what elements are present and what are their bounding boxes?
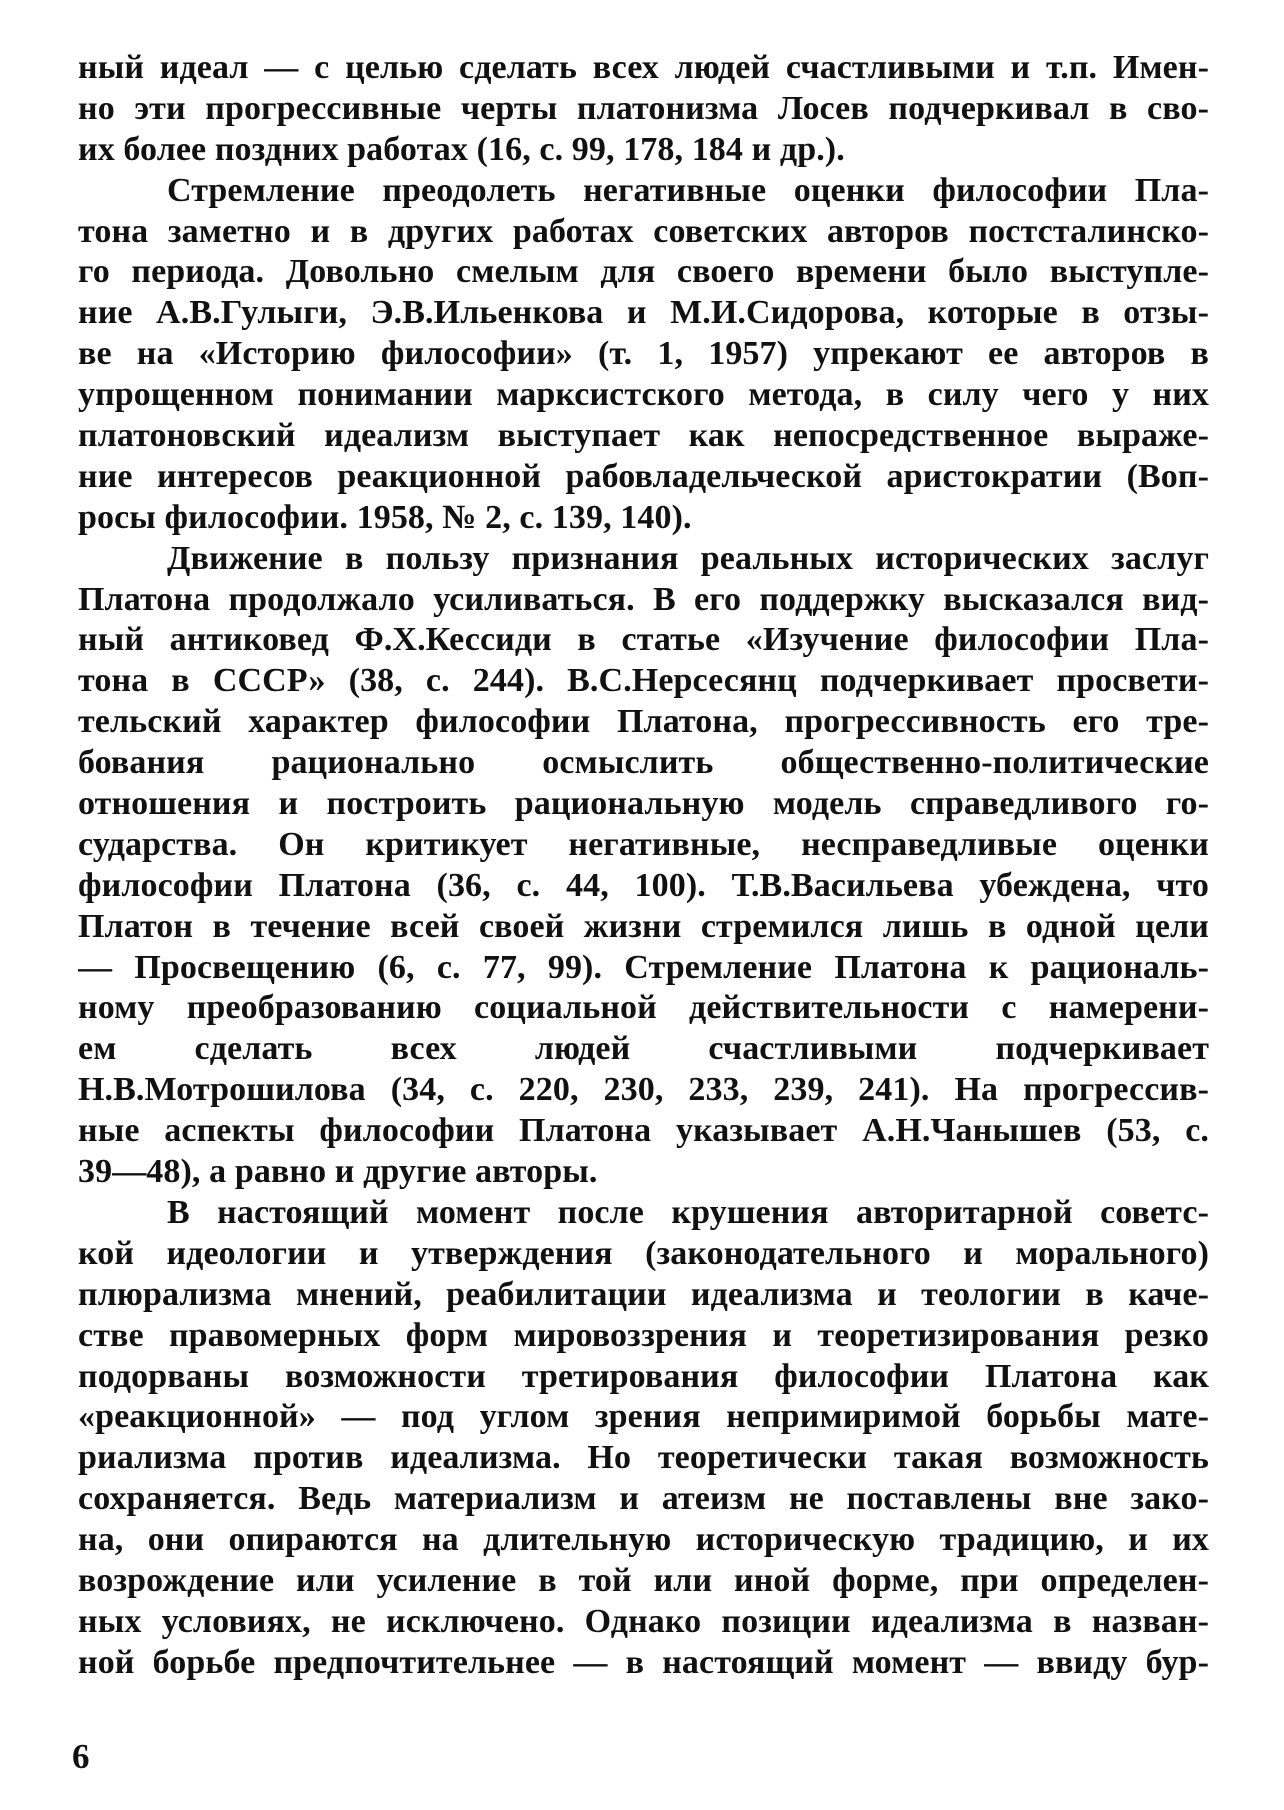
text-line: тона заметно и в других работах советских авторов постсталинско- <box>78 212 1209 250</box>
text-line: упрощенном понимании марксистского метода, в силу чего у них <box>78 376 1209 414</box>
text-line: их более поздних работах (16, с. 99, 178, 184 и др.). <box>78 130 845 168</box>
text-line: возрождение или усиление в той или иной форме, при определен- <box>78 1561 1209 1599</box>
text-line: философии Платона (36, с. 44, 100). Т.В.Васильева убеждена, что <box>78 866 1209 904</box>
text-line: подорваны возможности третирования философии Платона как <box>78 1357 1209 1395</box>
text-line: сударства. Он критикует негативные, несправедливые оценки <box>78 825 1209 863</box>
text-line: риализма против идеализма. Но теоретически такая возможность <box>78 1439 1209 1477</box>
text-line: В настоящий момент после крушения авторитарной советс- <box>167 1193 1209 1231</box>
text-line: ный идеал — с целью сделать всех людей счастливыми и т.п. Имен- <box>78 49 1209 86</box>
text-line: плюрализма мнений, реабилитации идеализма и теологии в каче- <box>78 1275 1209 1313</box>
page-body-text <box>78 48 1209 1684</box>
text-line: ному преобразованию социальной действительности с намерени- <box>78 989 1209 1027</box>
text-line: платоновский идеализм выступает как непосредственное выраже- <box>78 417 1209 455</box>
text-line: го периода. Довольно смелым для своего времени было выступле- <box>78 253 1209 291</box>
text-line: ние интересов реакционной рабовладельческой аристократии (Воп- <box>78 457 1209 495</box>
text-line: Платона продолжало усиливаться. В его поддержку высказался вид- <box>78 580 1209 618</box>
text-line: Платон в течение всей своей жизни стремился лишь в одной цели <box>78 907 1209 945</box>
text-line: тона в СССР» (38, с. 244). В.С.Нерсесянц подчеркивает просвети- <box>78 662 1209 700</box>
text-line: Движение в пользу признания реальных исторических заслуг <box>167 539 1209 577</box>
text-line: ный антиковед Ф.Х.Кессиди в статье «Изучение философии Пла- <box>78 621 1209 659</box>
text-line: кой идеологии и утверждения (законодательного и морального) <box>78 1234 1209 1272</box>
text-line: — Просвещению (6, с. 77, 99). Стремление Платона к рациональ- <box>78 948 1209 986</box>
text-line: ние А.В.Гулыги, Э.В.Ильенкова и М.И.Сидорова, которые в отзы- <box>78 294 1209 332</box>
page-number: 6 <box>72 1737 90 1776</box>
text-line: Стремление преодолеть негативные оценки философии Пла- <box>167 171 1209 209</box>
text-line: на, они опираются на длительную историческую традицию, и их <box>78 1521 1209 1559</box>
text-line: но эти прогрессивные черты платонизма Лосев подчеркивал в сво- <box>78 89 1209 127</box>
text-line: ве на «Историю философии» (т. 1, 1957) упрекают ее авторов в <box>78 335 1209 373</box>
text-line: росы философии. 1958, № 2, с. 139, 140). <box>78 498 692 536</box>
text-line: бования рационально осмыслить общественно-политические <box>78 744 1209 782</box>
text-line: ных условиях, не исключено. Однако позиции идеализма в назван- <box>78 1602 1209 1640</box>
text-line: ные аспекты философии Платона указывает А.Н.Чанышев (53, с. <box>78 1112 1209 1150</box>
text-line: отношения и построить рациональную модель справедливого го- <box>78 785 1209 823</box>
text-line: ной борьбе предпочтительнее — в настоящий момент — ввиду бур- <box>78 1643 1209 1681</box>
text-line: Н.В.Мотрошилова (34, с. 220, 230, 233, 239, 241). На прогрессив- <box>78 1071 1209 1109</box>
text-line: 39—48), а равно и другие авторы. <box>78 1153 598 1191</box>
text-line: тельский характер философии Платона, прогрессивность его тре- <box>78 703 1209 741</box>
text-line: «реакционной» — под углом зрения непримиримой борьбы мате- <box>78 1398 1209 1436</box>
text-line: ем сделать всех людей счастливыми подчеркивает <box>78 1030 1209 1068</box>
text-line: сохраняется. Ведь материализм и атеизм не поставлены вне зако- <box>78 1480 1209 1518</box>
text-line: стве правомерных форм мировоззрения и теоретизирования резко <box>78 1316 1209 1354</box>
